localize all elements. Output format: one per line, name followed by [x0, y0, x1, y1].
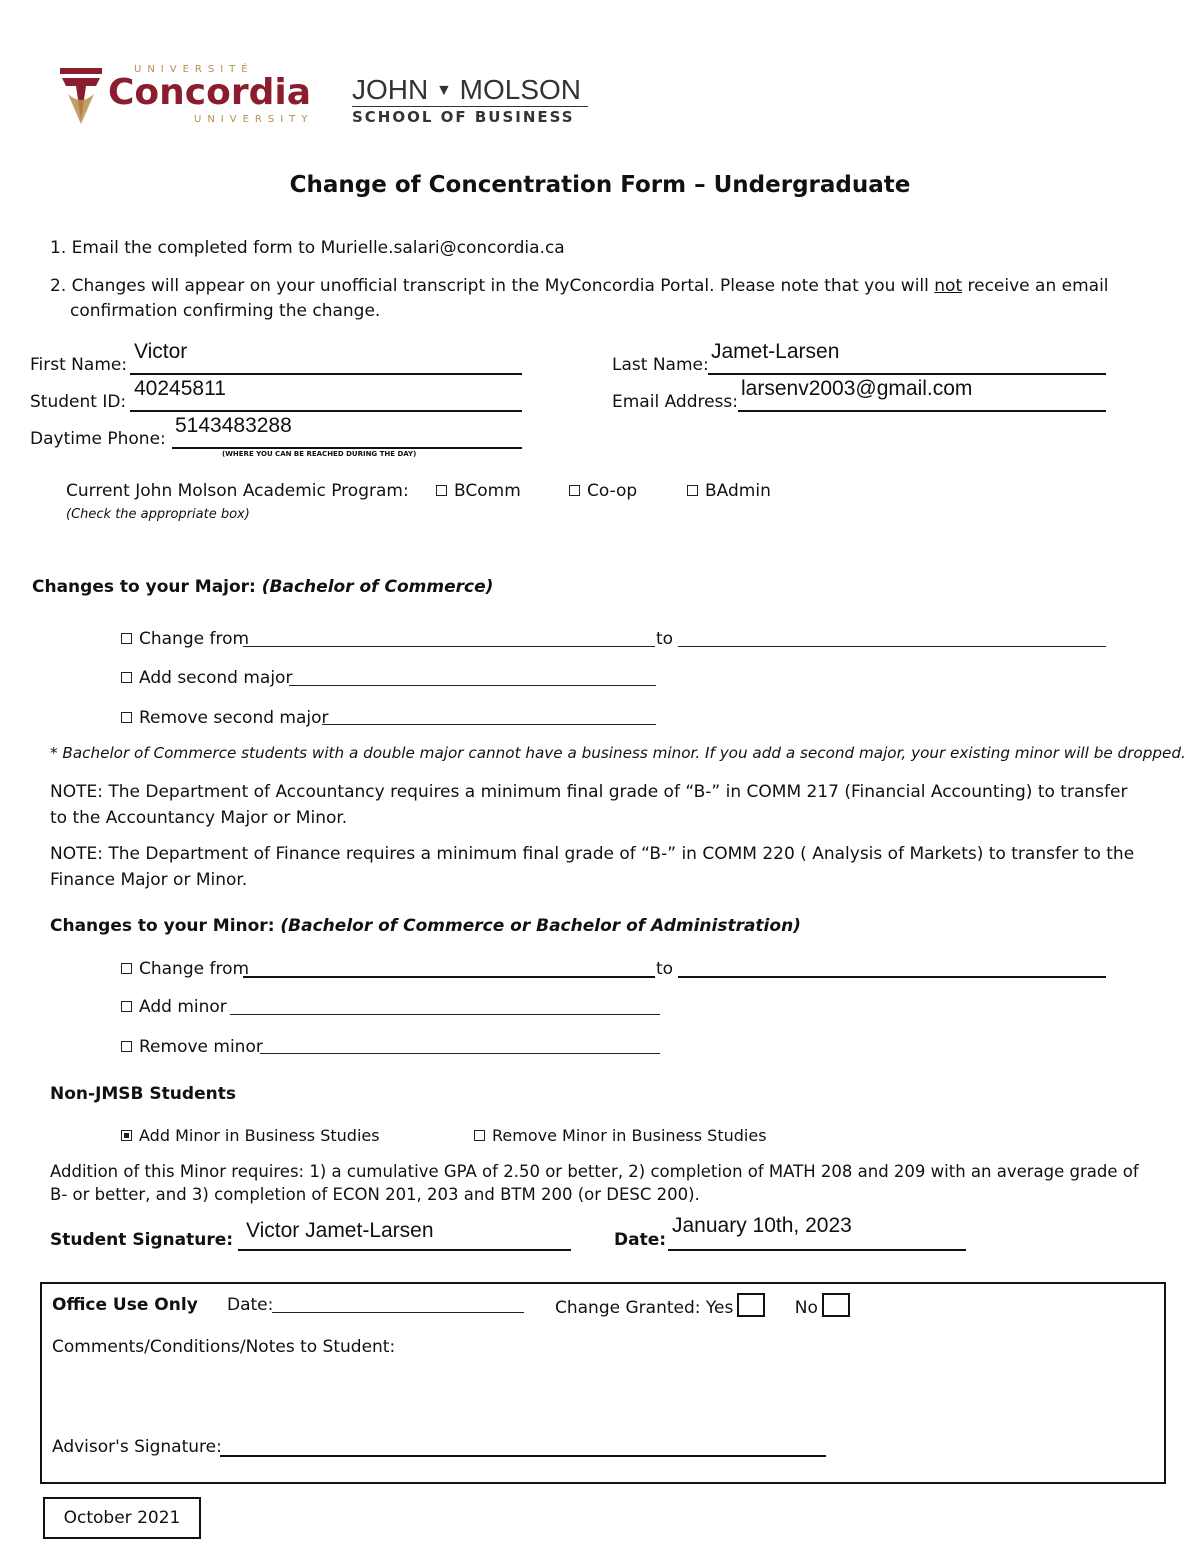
major-to-label: to	[656, 629, 674, 649]
phone-note: (WHERE YOU CAN BE REACHED DURING THE DAY)	[222, 450, 417, 458]
minor-add[interactable]: Add minor	[121, 997, 227, 1017]
minor-remove-line	[260, 1053, 660, 1054]
student-id-label: Student ID:	[30, 392, 127, 412]
phone-field[interactable]: 5143483288	[175, 414, 292, 437]
advisor-signature-label: Advisor's Signature:	[52, 1437, 222, 1457]
major-remove-line	[322, 724, 656, 725]
office-date-label: Date:	[227, 1295, 274, 1315]
last-name-label: Last Name:	[612, 355, 709, 375]
checkbox-add-second-major[interactable]	[121, 672, 132, 683]
major-note-accountancy: NOTE: The Department of Accountancy requires a minimum final grade of “B-” in COMM 217 (Financial Accounting) to transfer to the Accountancy Major or Minor.	[50, 782, 1128, 828]
jmsb-bird-icon: ▼	[436, 82, 452, 99]
major-add-second[interactable]: Add second major	[121, 668, 292, 688]
instruction-2-cont: confirmation confirming the change.	[70, 301, 381, 321]
instruction-1: 1. Email the completed form to Murielle.salari@concordia.ca	[50, 238, 565, 258]
minor-remove[interactable]: Remove minor	[121, 1037, 263, 1057]
last-name-field[interactable]: Jamet-Larsen	[711, 340, 840, 363]
checkbox-major-change[interactable]	[121, 633, 132, 644]
granted-no-checkbox[interactable]	[822, 1293, 850, 1317]
major-footnote: * Bachelor of Commerce students with a double major cannot have a business minor. If you add a second major, your existing minor will be dropped.	[50, 744, 1186, 762]
first-name-field[interactable]: Victor	[134, 340, 188, 363]
student-signature-label: Student Signature:	[50, 1230, 234, 1250]
checkbox-badmin[interactable]	[687, 485, 698, 496]
program-label: Current John Molson Academic Program:	[66, 481, 409, 501]
page-title: Change of Concentration Form – Undergraduate	[289, 172, 911, 198]
minor-change-from[interactable]: Change from	[121, 959, 249, 979]
office-use-title: Office Use Only	[52, 1295, 198, 1315]
minor-to-line	[678, 976, 1106, 978]
checkbox-add-minor[interactable]	[121, 1001, 132, 1012]
emphasis-not: not	[934, 276, 963, 296]
date-label: Date:	[614, 1230, 667, 1250]
student-id-field[interactable]: 40245811	[134, 377, 226, 400]
advisor-signature-line	[220, 1455, 826, 1457]
minor-to-label: to	[656, 959, 674, 979]
first-name-label: First Name:	[30, 355, 128, 375]
checkbox-remove-minor[interactable]	[121, 1041, 132, 1052]
jmsb-logo	[352, 74, 602, 134]
jmsb-molson: MOLSON	[459, 74, 581, 105]
minor-heading: Changes to your Minor: (Bachelor of Commerce or Bachelor of Administration)	[50, 916, 801, 936]
instruction-2: 2. Changes will appear on your unofficial transcript in the MyConcordia Portal. Please note that you will not receive an email	[50, 276, 1109, 296]
student-signature-field[interactable]: Victor Jamet-Larsen	[246, 1219, 434, 1242]
checkbox-remove-business-minor[interactable]	[474, 1130, 485, 1141]
email-label: Email Address:	[612, 392, 738, 412]
concordia-top-text: UNIVERSITÉ	[134, 64, 254, 75]
phone-label: Daytime Phone:	[30, 429, 166, 449]
major-remove-second[interactable]: Remove second major	[121, 708, 329, 728]
concordia-bottom-text: UNIVERSITY	[194, 114, 314, 125]
date-line	[668, 1249, 966, 1251]
first-name-line	[130, 373, 522, 375]
major-heading: Changes to your Major: (Bachelor of Commerce)	[32, 577, 494, 597]
version-label: October 2021	[63, 1508, 181, 1528]
concordia-shield-icon	[56, 64, 106, 126]
office-date-line	[272, 1312, 524, 1313]
last-name-line	[708, 373, 1106, 375]
program-option-badmin[interactable]: BAdmin	[687, 481, 771, 501]
checkbox-minor-change[interactable]	[121, 963, 132, 974]
add-business-minor[interactable]: Add Minor in Business Studies	[121, 1126, 380, 1145]
minor-from-line	[243, 976, 655, 978]
program-option-bcomm[interactable]: BComm	[436, 481, 521, 501]
concordia-logo	[56, 62, 316, 132]
minor-requirements: Addition of this Minor requires: 1) a cumulative GPA of 2.50 or better, 2) completion of MATH 208 and 209 with an average grade of B- or better, and 3) completion of ECON 201, 203 and BTM 200 (or DESC 200).	[50, 1162, 1139, 1204]
email-line	[738, 410, 1106, 412]
phone-line	[172, 447, 522, 449]
major-to-line	[678, 646, 1106, 647]
major-note-finance: NOTE: The Department of Finance requires a minimum final grade of “B-” in COMM 220 ( Analysis of Markets) to transfer to the Finance Major or Minor.	[50, 844, 1135, 890]
checkbox-remove-second-major[interactable]	[121, 712, 132, 723]
program-option-coop[interactable]: Co-op	[569, 481, 637, 501]
non-jmsb-heading: Non-JMSB Students	[50, 1084, 236, 1104]
comments-label: Comments/Conditions/Notes to Student:	[52, 1337, 396, 1357]
major-change-from[interactable]: Change from	[121, 629, 249, 649]
major-add-line	[289, 685, 656, 686]
granted-yes-checkbox[interactable]	[737, 1293, 765, 1317]
program-note: (Check the appropriate box)	[66, 507, 250, 522]
checkbox-add-business-minor[interactable]	[121, 1130, 132, 1141]
jmsb-john: JOHN	[352, 74, 429, 105]
concordia-name: Concordia	[108, 72, 312, 113]
jmsb-school: SCHOOL OF BUSINESS	[352, 108, 575, 126]
date-field[interactable]: January 10th, 2023	[672, 1214, 852, 1237]
change-granted: Change Granted: Yes No	[555, 1293, 850, 1318]
student-id-line	[130, 410, 522, 412]
checkbox-bcomm[interactable]	[436, 485, 447, 496]
major-from-line	[243, 646, 655, 647]
email-field[interactable]: larsenv2003@gmail.com	[741, 377, 973, 400]
minor-add-line	[230, 1014, 660, 1015]
version-box	[43, 1497, 201, 1539]
signature-line	[238, 1249, 571, 1251]
checkbox-coop[interactable]	[569, 485, 580, 496]
remove-business-minor[interactable]: Remove Minor in Business Studies	[474, 1126, 767, 1145]
